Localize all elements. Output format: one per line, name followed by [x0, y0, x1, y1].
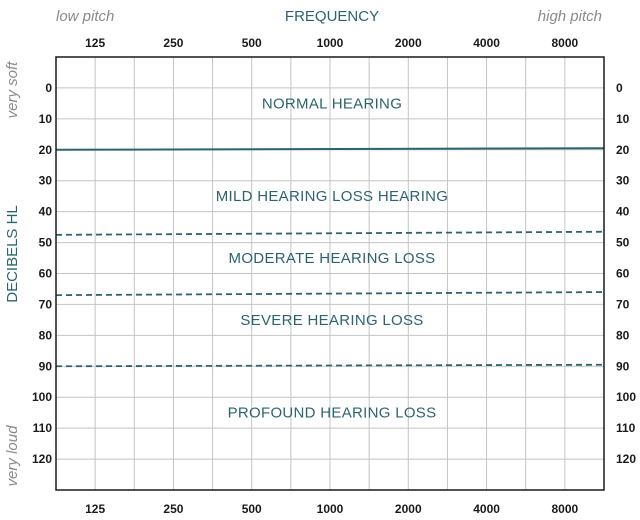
low-pitch-note: low pitch	[56, 8, 115, 25]
y-tick-right-label: 50	[616, 235, 630, 250]
y-tick-right-label: 20	[616, 142, 630, 157]
y-tick-left-label: 90	[38, 359, 52, 374]
y-tick-left-label: 70	[38, 297, 52, 312]
y-tick-right-label: 40	[616, 204, 630, 219]
x-tick-bottom-label: 4000	[473, 502, 500, 516]
y-tick-right-label: 60	[616, 266, 630, 281]
y-tick-left-label: 30	[38, 173, 52, 188]
y-tick-right-label: 10	[616, 111, 630, 126]
band-label: SEVERE HEARING LOSS	[240, 311, 424, 329]
band-label: PROFOUND HEARING LOSS	[227, 404, 437, 422]
y-tick-left-label: 40	[38, 204, 52, 219]
x-tick-bottom-label: 250	[163, 502, 184, 516]
y-tick-left-label: 110	[32, 421, 52, 436]
very-loud-note: very loud	[4, 425, 21, 487]
band-labels	[216, 95, 449, 421]
y-tick-left-label: 100	[31, 390, 52, 405]
y-tick-left-label: 10	[38, 111, 52, 126]
x-tick-top-label: 2000	[394, 36, 422, 50]
x-tick-bottom-label: 8000	[551, 502, 579, 516]
y-tick-right-label: 70	[616, 297, 630, 312]
y-tick-left-label: 20	[38, 142, 52, 157]
y-tick-right-label: 90	[616, 359, 630, 374]
band-label: MODERATE HEARING LOSS	[228, 250, 436, 268]
x-tick-top-label: 4000	[473, 36, 500, 50]
very-soft-note: very soft	[4, 61, 21, 119]
x-tick-top-label: 8000	[551, 36, 579, 50]
y-tick-left-label: 60	[38, 266, 52, 281]
x-tick-bottom-label: 500	[241, 502, 262, 516]
x-tick-top-label: 125	[85, 36, 106, 50]
x-tick-bottom-label: 1000	[316, 502, 344, 516]
high-pitch-note: high pitch	[537, 8, 602, 25]
x-tick-top-label: 500	[241, 36, 262, 50]
y-tick-left-label: 80	[38, 328, 52, 343]
y-tick-right-label: 0	[616, 80, 623, 95]
x-tick-bottom-label: 125	[85, 502, 106, 516]
y-tick-left-label: 120	[31, 452, 52, 467]
y-axis-title: DECIBELS HL	[4, 205, 21, 303]
y-tick-left-label: 0	[45, 80, 52, 95]
band-label: MILD HEARING LOSS HEARING	[215, 188, 449, 206]
x-axis-title: FREQUENCY	[284, 8, 380, 25]
y-tick-right-label: 100	[616, 390, 637, 405]
y-tick-right-label: 120	[616, 452, 637, 467]
y-tick-left-label: 50	[38, 235, 52, 250]
y-tick-right-label: 110	[616, 421, 636, 436]
x-tick-bottom-label: 2000	[394, 502, 422, 516]
band-label: NORMAL HEARING	[261, 95, 403, 113]
y-tick-right-label: 30	[616, 173, 630, 188]
grid-layer	[56, 57, 604, 490]
x-tick-top-label: 250	[163, 36, 184, 50]
y-tick-right-label: 80	[616, 328, 630, 343]
x-tick-top-label: 1000	[316, 36, 344, 50]
